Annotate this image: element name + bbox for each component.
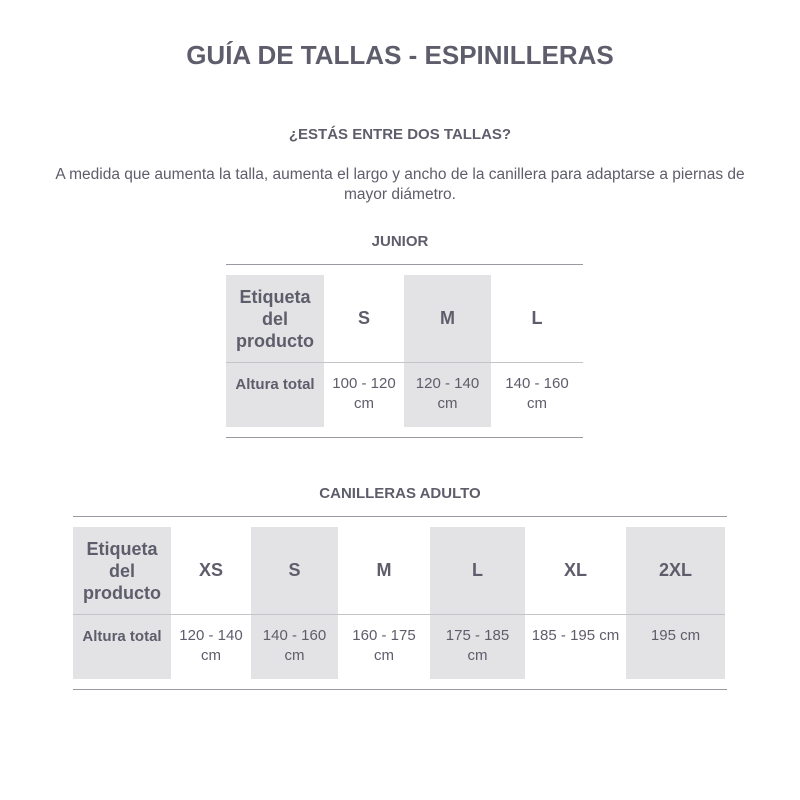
- adult-top-rule: [73, 516, 727, 517]
- junior-bottom-rule: [226, 437, 583, 438]
- junior-row-label: Altura total: [226, 362, 324, 427]
- adult-size-l: L: [430, 527, 525, 614]
- adult-row-label: Altura total: [73, 614, 171, 679]
- junior-header-label: Etiqueta del producto: [226, 275, 324, 362]
- subtitle: ¿ESTÁS ENTRE DOS TALLAS?: [288, 126, 512, 143]
- adult-bottom-rule: [73, 689, 727, 690]
- adult-size-xl: XL: [563, 560, 587, 580]
- adult-height-xs: 120 - 140 cm: [171, 614, 251, 679]
- junior-height-s: 100 - 120 cm: [324, 362, 404, 427]
- adult-size-xs: XS: [198, 560, 223, 580]
- adult-height-l: 175 - 185 cm: [430, 614, 525, 679]
- adult-height-xl: 185 - 195 cm: [525, 614, 626, 679]
- junior-height-m: 120 - 140 cm: [404, 362, 491, 427]
- adult-size-2xl: 2XL: [626, 527, 725, 614]
- adult-section-title: CANILLERAS ADULTO: [319, 485, 481, 502]
- junior-height-l: 140 - 160 cm: [491, 362, 583, 427]
- adult-height-m: 160 - 175 cm: [338, 614, 430, 679]
- adult-size-table: [73, 527, 725, 679]
- junior-section-title: JUNIOR: [371, 233, 429, 250]
- adult-size-s: S: [251, 527, 338, 614]
- adult-header-label: Etiqueta del producto: [73, 527, 171, 614]
- description: A medida que aumenta la talla, aumenta el largo y ancho de la canillera para adaptarse a piernas de mayor diámetro.: [55, 166, 745, 203]
- adult-height-s: 140 - 160 cm: [251, 614, 338, 679]
- junior-size-l: L: [531, 308, 543, 328]
- junior-size-m: M: [404, 275, 491, 362]
- page-title: GUÍA DE TALLAS - ESPINILLERAS: [186, 40, 614, 70]
- adult-size-m: M: [376, 560, 392, 580]
- junior-top-rule: [226, 264, 583, 265]
- junior-size-table: [226, 275, 583, 427]
- junior-size-s: S: [357, 308, 370, 328]
- adult-height-2xl: 195 cm: [626, 614, 725, 679]
